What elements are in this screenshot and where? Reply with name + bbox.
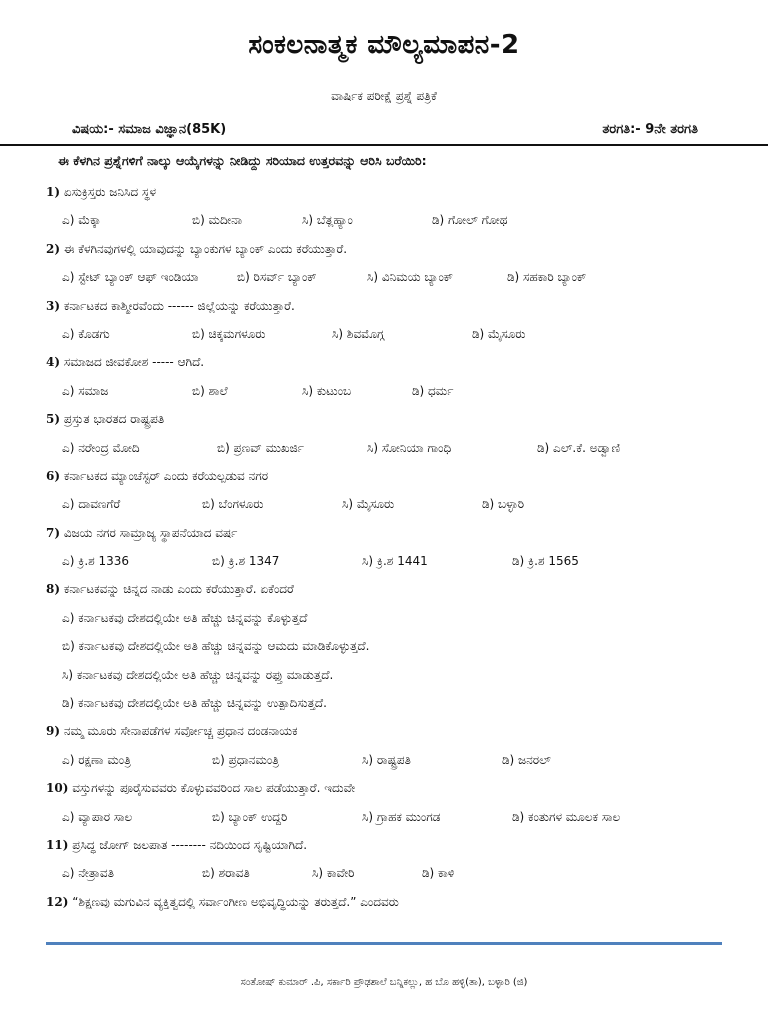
- option-7-4: ಡಿ) ಕ್ರಿ.ಶ 1565: [512, 554, 579, 569]
- question-9: [46, 717, 726, 745]
- option-3-2: ಬಿ) ಚಿಕ್ಕಮಗಳೂರು: [192, 326, 266, 341]
- footer-credit: ಸಂತೋಷ್ ಕುಮಾರ್ .ಪಿ, ಸರ್ಕಾರಿ ಪ್ರೌಢಶಾಲೆ ಬನ್ನಿಕಲ್ಲು, ಹ ಬೊ ಹಳ್ಳಿ(ತಾ), ಬಳ್ಳಾರಿ (ಜಿ): [240, 977, 528, 988]
- option-7-1: ಎ) ಕ್ರಿ.ಶ 1336: [62, 554, 130, 569]
- question-text: “ಶಿಕ್ಷಣವು ಮಗುವಿನ ವ್ಯಕ್ತಿತ್ವದಲ್ಲಿ ಸರ್ವಾಂಗೀಣ ಅಭಿವೃದ್ಧಿಯನ್ನು ತರುತ್ತದೆ.” ಎಂದವರು: [72, 894, 399, 909]
- options-row: [46, 490, 726, 518]
- option-6-4: ಡಿ) ಬಳ್ಳಾರಿ: [482, 497, 525, 512]
- question-number: 8): [46, 582, 61, 597]
- option-4-2: ಬಿ) ಶಾಲೆ: [192, 383, 228, 398]
- option-10-2: ಬಿ) ಬ್ಯಾಂಕ್ ಉದ್ದರಿ: [212, 809, 288, 824]
- question-number: 1): [46, 185, 61, 199]
- option-10-3: ಸಿ) ಗ್ರಾಹಕ ಮುಂಗಡ: [362, 809, 441, 824]
- options-row: [46, 547, 726, 575]
- option-1-3: ಸಿ) ಬೆತ್ಲಹ್ಯಾಂ: [302, 213, 353, 228]
- options-row: [46, 434, 726, 462]
- option-4-1: ಎ) ಸಮಾಜ: [62, 383, 109, 398]
- option-5-4: ಡಿ) ಎಲ್.ಕೆ. ಅಡ್ವಾಣಿ: [537, 440, 621, 455]
- question-11: [46, 831, 726, 859]
- option-9-2: ಬಿ) ಪ್ರಧಾನಮಂತ್ರಿ: [212, 752, 280, 767]
- options-row: [46, 746, 726, 774]
- option-9-3: ಸಿ) ರಾಷ್ಟ್ರಪತಿ: [362, 752, 411, 767]
- question-text: ಪ್ರಸ್ತುತ ಭಾರತದ ರಾಷ್ಟ್ರಪತಿ: [63, 412, 165, 427]
- question-number: 6): [46, 468, 61, 483]
- header-divider: [0, 144, 768, 146]
- question-10: [46, 774, 726, 802]
- question-text: ಕರ್ನಾಟಕದ ಕಾಶ್ಮೀರವೆಂದು ------ ಜಿಲ್ಲೆಯನ್ನು ಕರೆಯುತ್ತಾರೆ.: [63, 298, 295, 313]
- option-1-4: ಡಿ) ಗೋಲ್ ಗೋಥ: [432, 213, 508, 228]
- question-number: 11): [46, 837, 69, 852]
- option-11-1: ಎ) ನೇತ್ರಾವತಿ: [62, 866, 114, 881]
- instructions: ಈ ಕೆಳಗಿನ ಪ್ರಶ್ನೆಗಳಿಗೆ ನಾಲ್ಕು ಆಯ್ಕೆಗಳನ್ನು ನೀಡಿದ್ದು ಸರಿಯಾದ ಉತ್ತರವನ್ನು ಆರಿಸಿ ಬರೆಯಿರಿ:: [58, 153, 427, 168]
- page-title: ಸಂಕಲನಾತ್ಮಕ ಮೌಲ್ಯಮಾಪನ-2: [248, 30, 520, 60]
- option-8-4: ಡಿ) ಕರ್ನಾಟಕವು ದೇಶದಲ್ಲಿಯೇ ಅತಿ ಹೆಚ್ಚು ಚಿನ್ನವನ್ನು ಉತ್ಪಾದಿಸುತ್ತದೆ.: [62, 696, 327, 711]
- option-8-1: ಎ) ಕರ್ನಾಟಕವು ದೇಶದಲ್ಲಿಯೇ ಅತಿ ಹೆಚ್ಚು ಚಿನ್ನವನ್ನು ಕೊಳ್ಳುತ್ತದೆ: [62, 610, 308, 625]
- question-12: [46, 888, 726, 916]
- question-number: 2): [46, 241, 61, 256]
- question-text: ಕರ್ನಾಟಕವನ್ನು ಚಿನ್ನದ ನಾಡು ಎಂದು ಕರೆಯುತ್ತಾರೆ. ಏಕೆಂದರೆ: [63, 582, 294, 597]
- class-label: ತರಗತಿ:- 9ನೇ ತರಗತಿ: [602, 122, 698, 137]
- options-row: [46, 320, 726, 348]
- question-7: [46, 519, 726, 547]
- question-number: 3): [46, 298, 61, 313]
- question-3: [46, 292, 726, 320]
- option-11-2: ಬಿ) ಶರಾವತಿ: [202, 866, 250, 881]
- question-text: ನಮ್ಮ ಮೂರು ಸೇನಾಪಡೆಗಳ ಸರ್ವೋಚ್ಚ ಪ್ರಧಾನ ದಂಡನಾಯಕ: [63, 724, 298, 739]
- option-5-2: ಬಿ) ಪ್ರಣವ್ ಮುಖರ್ಜಿ: [217, 440, 304, 455]
- option-2-4: ಡಿ) ಸಹಕಾರಿ ಬ್ಯಾಂಕ್: [507, 270, 587, 285]
- option-9-4: ಡಿ) ಜನರಲ್: [502, 752, 551, 767]
- option-5-1: ಎ) ನರೇಂದ್ರ ಮೋದಿ: [62, 440, 140, 455]
- option-2-3: ಸಿ) ವಿನಿಮಯ ಬ್ಯಾಂಕ್: [367, 270, 454, 285]
- option-11-4: ಡಿ) ಕಾಳಿ: [422, 866, 455, 881]
- options-row: [46, 206, 726, 234]
- question-number: 7): [46, 525, 61, 540]
- option-7-3: ಸಿ) ಕ್ರಿ.ಶ 1441: [362, 554, 428, 569]
- option-7-2: ಬಿ) ಕ್ರಿ.ಶ 1347: [212, 554, 280, 569]
- option-1-2: ಬಿ) ಮದೀನಾ: [192, 213, 243, 228]
- option-6-2: ಬಿ) ಬೆಂಗಳೂರು: [202, 497, 264, 512]
- option-10-4: ಡಿ) ಕಂತುಗಳ ಮೂಲಕ ಸಾಲ: [512, 809, 621, 824]
- option-6-3: ಸಿ) ಮೈಸೂರು: [342, 497, 395, 512]
- option-3-3: ಸಿ) ಶಿವಮೊಗ್ಗ: [332, 326, 385, 341]
- footer-divider: [46, 942, 722, 945]
- option-10-1: ಎ) ವ್ಯಾಪಾರ ಸಾಲ: [62, 809, 133, 824]
- option-11-3: ಸಿ) ಕಾವೇರಿ: [312, 866, 355, 881]
- question-number: 10): [46, 781, 69, 796]
- option-1-1: ಎ) ಮೆಕ್ಕಾ: [62, 213, 101, 228]
- question-number: 9): [46, 724, 61, 739]
- paper-subtitle: ವಾರ್ಷಿಕ ಪರೀಕ್ಷೆ ಪ್ರಶ್ನೆ ಪತ್ರಿಕೆ: [331, 89, 437, 103]
- question-2: [46, 235, 726, 263]
- question-text: ವಿಜಯ ನಗರ ಸಾಮ್ರಾಜ್ಯ ಸ್ಥಾಪನೆಯಾದ ವರ್ಷ: [63, 525, 238, 540]
- question-4: [46, 348, 726, 376]
- question-text: ಪ್ರಸಿದ್ಧ ಜೋಗ್ ಜಲಪಾತ -------- ನದಿಯಿಂದ ಸೃಷ್ಟಿಯಾಗಿದೆ.: [72, 837, 308, 852]
- question-5: [46, 405, 726, 433]
- option-3-1: ಎ) ಕೊಡಗು: [62, 326, 110, 341]
- question-number: 4): [46, 355, 61, 370]
- option-8-2: ಬಿ) ಕರ್ನಾಟಕವು ದೇಶದಲ್ಲಿಯೇ ಅತಿ ಹೆಚ್ಚು ಚಿನ್ನವನ್ನು ಆಮದು ಮಾಡಿಕೊಳ್ಳುತ್ತದೆ.: [62, 639, 370, 654]
- option-5-3: ಸಿ) ಸೋನಿಯಾ ಗಾಂಧಿ: [367, 440, 452, 455]
- option-6-1: ಎ) ದಾವಣಗೆರೆ: [62, 497, 121, 512]
- option-3-4: ಡಿ) ಮೈಸೂರು: [472, 326, 526, 341]
- subject-label: ವಿಷಯ:- ಸಮಾಜ ವಿಜ್ಞಾನ(85K): [72, 122, 227, 137]
- options-row: [46, 377, 726, 405]
- question-text: ಕರ್ನಾಟಕದ ಮ್ಯಾಂಚೆಸ್ಟರ್ ಎಂದು ಕರೆಯಲ್ಪಡುವ ನಗರ: [63, 468, 269, 483]
- question-text: ವಸ್ತುಗಳನ್ನು ಪೂರೈಸುವವರು ಕೊಳ್ಳುವವರಿಂದ ಸಾಲ ಪಡೆಯುತ್ತಾರೆ. ಇದುವೇ: [72, 781, 356, 796]
- question-number: 12): [46, 894, 69, 909]
- option-2-2: ಬಿ) ರಿಸರ್ವ್ ಬ್ಯಾಂಕ್: [237, 270, 317, 285]
- options-row: [46, 263, 726, 291]
- option-4-4: ಡಿ) ಧರ್ಮ: [412, 383, 454, 398]
- option-9-1: ಎ) ರಕ್ಷಣಾ ಮಂತ್ರಿ: [62, 752, 131, 767]
- question-list: [46, 178, 726, 916]
- question-1: [46, 178, 726, 206]
- question-text: ಈ ಕೆಳಗಿನವುಗಳಲ್ಲಿ ಯಾವುದನ್ನು ಬ್ಯಾಂಕುಗಳ ಬ್ಯಾಂಕ್ ಎಂದು ಕರೆಯುತ್ತಾರೆ.: [63, 241, 348, 256]
- option-2-1: ಎ) ಸ್ಟೇಟ್ ಬ್ಯಾಂಕ್ ಆಫ್ ಇಂಡಿಯಾ: [62, 270, 199, 285]
- option-8-3: ಸಿ) ಕರ್ನಾಟಕವು ದೇಶದಲ್ಲಿಯೇ ಅತಿ ಹೆಚ್ಚು ಚಿನ್ನವನ್ನು ರಫ್ತು ಮಾಡುತ್ತದೆ.: [62, 667, 334, 682]
- options-row: [46, 859, 726, 887]
- question-6: [46, 462, 726, 490]
- option-4-3: ಸಿ) ಕುಟುಂಬ: [302, 383, 352, 398]
- options-row: [46, 803, 726, 831]
- question-8: [46, 575, 726, 603]
- question-number: 5): [46, 412, 61, 427]
- question-text: ಸಮಾಜದ ಜೀವಕೋಶ ----- ಆಗಿದೆ.: [63, 355, 205, 370]
- question-text: ಏಸುಕ್ರಿಸ್ತರು ಜನಿಸಿದ ಸ್ಥಳ: [63, 185, 157, 199]
